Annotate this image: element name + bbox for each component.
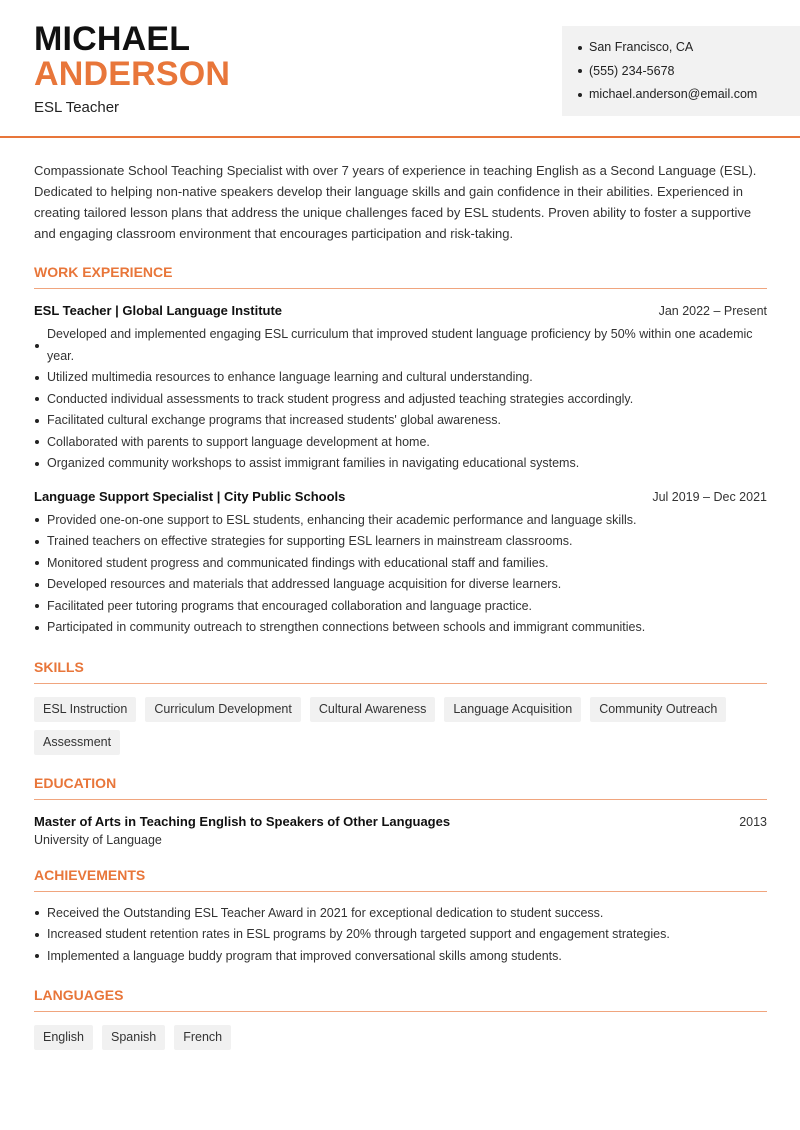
list-item: [34, 367, 767, 389]
job-title-1: ESL Teacher | Global Language Institute: [34, 303, 283, 318]
bullet-icon: [35, 376, 39, 380]
degree-title: Master of Arts in Teaching English to Speakers of Other Languages: [34, 813, 451, 829]
bullet-text: Monitored student progress and communicated findings with educational staff and families.: [47, 555, 549, 570]
email-text: michael.anderson@email.com: [589, 87, 758, 102]
bullet-icon: [35, 583, 39, 587]
list-item: [34, 617, 767, 639]
bullet-text: Utilized multimedia resources to enhance language learning and cultural understanding.: [47, 370, 533, 384]
bullet-text: Conducted individual assessments to track student progress and adjusted teaching strategies accordingly.: [47, 391, 634, 406]
bullet-text: Facilitated peer tutoring programs that encouraged collaboration and language practice.: [47, 598, 533, 613]
bullet-text: Organized community workshops to assist immigrant families in navigating educational systems.: [47, 456, 580, 470]
list-item: [34, 453, 767, 475]
bullet-text: Developed resources and materials that addressed language acquisition for diverse learners.: [47, 577, 562, 591]
bullet-text: Trained teachers on effective strategies for supporting ESL learners in mainstream classrooms.: [47, 534, 573, 548]
bullet-icon: [578, 46, 582, 50]
bullet-text: Increased student retention rates in ESL programs by 20% through targeted support and engagement strategies.: [47, 927, 670, 941]
list-item: [34, 410, 767, 432]
education-entry: [34, 814, 767, 847]
bullet-icon: [35, 462, 39, 466]
resume-body: [34, 160, 767, 1050]
skill-tag: Assessment: [34, 730, 120, 755]
list-item: [34, 596, 767, 618]
bullet-icon: [35, 933, 39, 937]
skill-tag: Cultural Awareness: [310, 697, 435, 722]
list-item: [34, 324, 767, 367]
job-date-1: Jan 2022 – Present: [658, 304, 767, 318]
job-title: ESL Teacher: [34, 99, 120, 116]
list-item: [34, 553, 767, 575]
job-entry-2: [34, 489, 767, 639]
first-name: MICHAEL: [34, 20, 191, 58]
resume-header: [0, 0, 800, 138]
summary-text: Compassionate School Teaching Specialist with over 7 years of experience in teaching English as a Second Language (ESL). Dedicated to helping non-native speakers develop their language skills and gain confidence in their abilities. Experienced in creating tailored lesson plans that address the unique challenges faced by ESL students. Proven ability to foster a supportive and engaging classroom environment that encourages participation and risk-taking.: [34, 163, 757, 241]
bullet-text: Collaborated with parents to support language development at home.: [47, 434, 430, 449]
list-item: [34, 946, 767, 968]
contact-phone: [578, 60, 800, 84]
bullet-icon: [35, 344, 39, 348]
bullet-icon: [35, 419, 39, 423]
skill-tag: Language Acquisition: [444, 697, 581, 722]
achievements-list: [34, 903, 767, 968]
bullet-icon: [35, 604, 39, 608]
job-bullets-1: [34, 324, 767, 475]
bullet-icon: [35, 540, 39, 544]
list-item: [34, 924, 767, 946]
bullet-icon: [35, 626, 39, 630]
education-heading: EDUCATION: [34, 775, 767, 800]
skills-heading: SKILLS: [34, 659, 767, 684]
bullet-icon: [578, 69, 582, 73]
skills-list: [34, 697, 767, 755]
languages-heading: LANGUAGES: [34, 987, 767, 1012]
bullet-text: Participated in community outreach to strengthen connections between schools and immigrant communities.: [47, 620, 646, 634]
bullet-icon: [35, 397, 39, 401]
list-item: [34, 389, 767, 411]
bullet-text: Facilitated cultural exchange programs that increased students' global awareness.: [47, 413, 502, 427]
skill-tag: Curriculum Development: [145, 697, 301, 722]
phone-text: (555) 234-5678: [589, 63, 675, 78]
contact-location: [578, 36, 800, 60]
bullet-icon: [35, 954, 39, 958]
language-tag: English: [34, 1025, 93, 1050]
list-item: [34, 510, 767, 532]
bullet-text: Implemented a language buddy program that improved conversational skills among students.: [47, 948, 562, 963]
achievements-heading: ACHIEVEMENTS: [34, 867, 767, 892]
bullet-text: Provided one-on-one support to ESL students, enhancing their academic performance and language skills.: [47, 512, 637, 527]
language-tag: French: [174, 1025, 231, 1050]
skill-tag: Community Outreach: [590, 697, 726, 722]
location-text: San Francisco, CA: [589, 40, 694, 55]
list-item: [34, 531, 767, 553]
bullet-text: Developed and implemented engaging ESL curriculum that improved student language proficiency by 50% within one academic year.: [47, 327, 753, 363]
contact-box: [562, 26, 800, 116]
list-item: [34, 432, 767, 454]
skill-tag: ESL Instruction: [34, 697, 136, 722]
languages-list: [34, 1025, 767, 1050]
candidate-name: [34, 22, 230, 92]
bullet-text: Received the Outstanding ESL Teacher Award in 2021 for exceptional dedication to student success.: [47, 905, 604, 920]
bullet-icon: [35, 518, 39, 522]
bullet-icon: [35, 561, 39, 565]
education-year: 2013: [739, 814, 767, 829]
language-tag: Spanish: [102, 1025, 165, 1050]
job-title-2: Language Support Specialist | City Public Schools: [34, 488, 346, 504]
job-bullets-2: [34, 510, 767, 639]
contact-email: [578, 83, 800, 107]
work-experience-heading: WORK EXPERIENCE: [34, 264, 767, 289]
job-entry-1: [34, 303, 767, 475]
job-date-2: Jul 2019 – Dec 2021: [652, 489, 767, 504]
bullet-icon: [35, 440, 39, 444]
last-name: ANDERSON: [34, 55, 231, 93]
bullet-icon: [578, 93, 582, 97]
bullet-icon: [35, 911, 39, 915]
list-item: [34, 574, 767, 596]
list-item: [34, 903, 767, 925]
school-name: University of Language: [34, 832, 162, 847]
